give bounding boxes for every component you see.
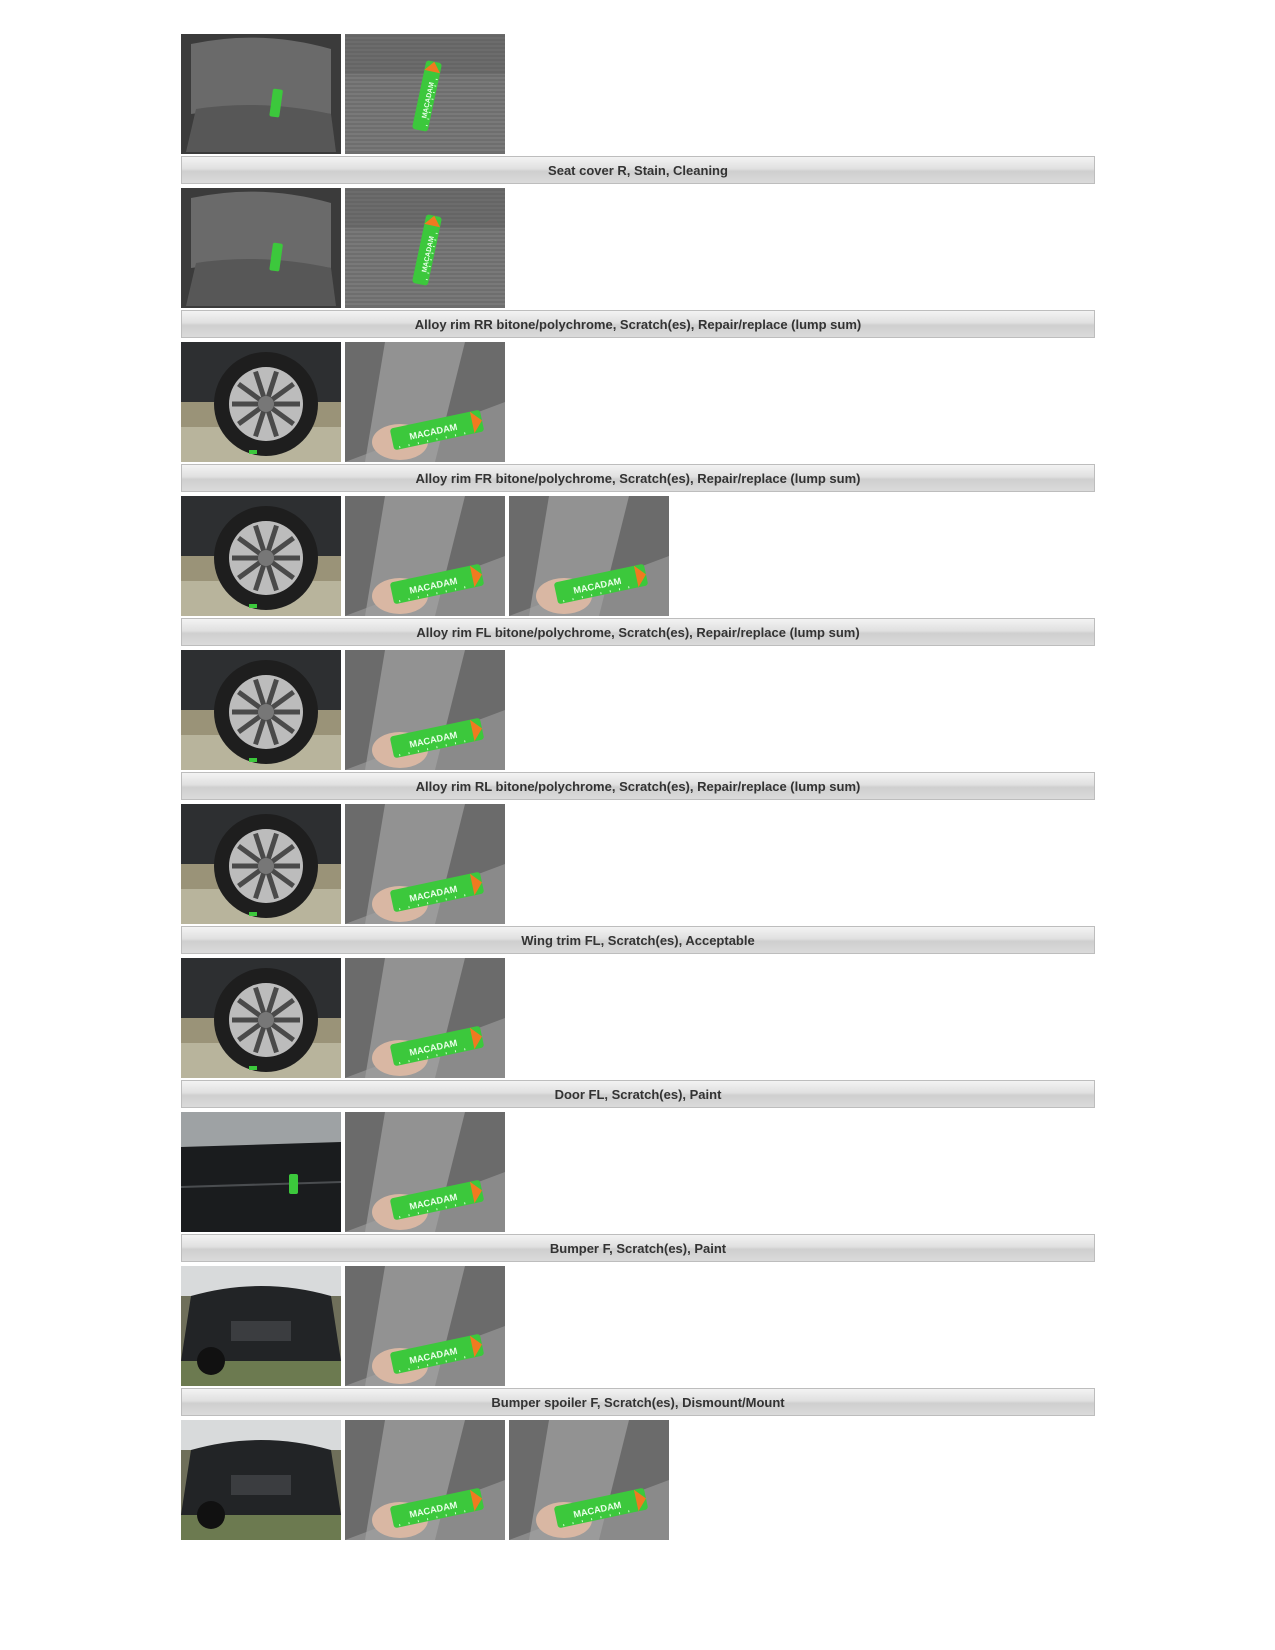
section-header: Bumper F, Scratch(es), Paint — [181, 1234, 1095, 1262]
rear-seat-photo — [181, 188, 341, 308]
section-header: Bumper spoiler F, Scratch(es), Dismount/Mount — [181, 1388, 1095, 1416]
ruler-tag-icon — [509, 496, 669, 616]
ruler-tag-icon — [345, 650, 505, 770]
photo-row — [181, 1112, 1095, 1232]
photo-row — [181, 1420, 1095, 1540]
fabric-tag-icon — [345, 188, 505, 308]
svg-text:MACADAM: MACADAM — [408, 421, 459, 442]
ruler-tag-icon — [509, 1420, 669, 1540]
svg-text:MACADAM: MACADAM — [408, 575, 459, 596]
section-header: Door FL, Scratch(es), Paint — [181, 1080, 1095, 1108]
section-header: Wing trim FL, Scratch(es), Acceptable — [181, 926, 1095, 954]
car-seat-icon — [181, 188, 341, 308]
wing-closeup-photo — [345, 958, 505, 1078]
svg-text:MACADAM: MACADAM — [572, 575, 623, 596]
section-header: Seat cover R, Stain, Cleaning — [181, 156, 1095, 184]
ruler-tag-icon — [345, 1420, 505, 1540]
svg-text:MACADAM: MACADAM — [408, 1191, 459, 1212]
bumper-closeup-photo — [345, 1266, 505, 1386]
photo-row — [181, 342, 1095, 462]
rear-seat-closeup-photo — [345, 188, 505, 308]
section-header: Alloy rim RL bitone/polychrome, Scratch(es), Repair/replace (lump sum) — [181, 772, 1095, 800]
svg-text:MACADAM: MACADAM — [408, 883, 459, 904]
svg-text:MACADAM: MACADAM — [572, 1499, 623, 1520]
ruler-tag-icon — [345, 1112, 505, 1232]
svg-text:MACADAM: MACADAM — [408, 1499, 459, 1520]
car-seat-icon — [181, 34, 341, 154]
spoiler-photo — [181, 1420, 341, 1540]
wheel-icon — [181, 804, 341, 924]
svg-text:MACADAM: MACADAM — [421, 81, 436, 120]
wheel-photo — [181, 496, 341, 616]
wheel-icon — [181, 342, 341, 462]
ruler-tag-icon — [345, 804, 505, 924]
photo-row — [181, 34, 1095, 154]
car-front-icon — [181, 1266, 341, 1386]
section-header: Alloy rim RR bitone/polychrome, Scratch(es), Repair/replace (lump sum) — [181, 310, 1095, 338]
bumper-photo — [181, 1266, 341, 1386]
photo-row — [181, 958, 1095, 1078]
wing-photo — [181, 958, 341, 1078]
rim-closeup-photo — [345, 804, 505, 924]
inspection-photo-report — [181, 34, 1095, 1540]
wheel-photo — [181, 804, 341, 924]
svg-text:MACADAM: MACADAM — [421, 235, 436, 274]
svg-text:MACADAM: MACADAM — [408, 1037, 459, 1058]
photo-row — [181, 496, 1095, 616]
rim-closeup-photo — [345, 496, 505, 616]
wheel-photo — [181, 342, 341, 462]
rim-closeup-photo — [345, 342, 505, 462]
car-door-icon — [181, 1112, 341, 1232]
door-closeup-photo — [345, 1112, 505, 1232]
ruler-tag-icon — [345, 958, 505, 1078]
wheel-photo — [181, 650, 341, 770]
fabric-tag-icon — [345, 34, 505, 154]
svg-text:MACADAM: MACADAM — [408, 1345, 459, 1366]
ruler-tag-icon — [345, 496, 505, 616]
rim-closeup-photo-2 — [509, 496, 669, 616]
wheel-icon — [181, 958, 341, 1078]
rim-closeup-photo — [345, 650, 505, 770]
wheel-icon — [181, 650, 341, 770]
ruler-tag-icon — [345, 1266, 505, 1386]
car-front-icon — [181, 1420, 341, 1540]
photo-row — [181, 804, 1095, 924]
spoiler-closeup-photo — [345, 1420, 505, 1540]
section-header: Alloy rim FR bitone/polychrome, Scratch(es), Repair/replace (lump sum) — [181, 464, 1095, 492]
wheel-icon — [181, 496, 341, 616]
grille-closeup-photo — [509, 1420, 669, 1540]
svg-text:MACADAM: MACADAM — [408, 729, 459, 750]
photo-row — [181, 650, 1095, 770]
seat-closeup-photo — [345, 34, 505, 154]
seat-photo — [181, 34, 341, 154]
door-photo — [181, 1112, 341, 1232]
photo-row — [181, 188, 1095, 308]
section-header: Alloy rim FL bitone/polychrome, Scratch(es), Repair/replace (lump sum) — [181, 618, 1095, 646]
ruler-tag-icon — [345, 342, 505, 462]
photo-row — [181, 1266, 1095, 1386]
